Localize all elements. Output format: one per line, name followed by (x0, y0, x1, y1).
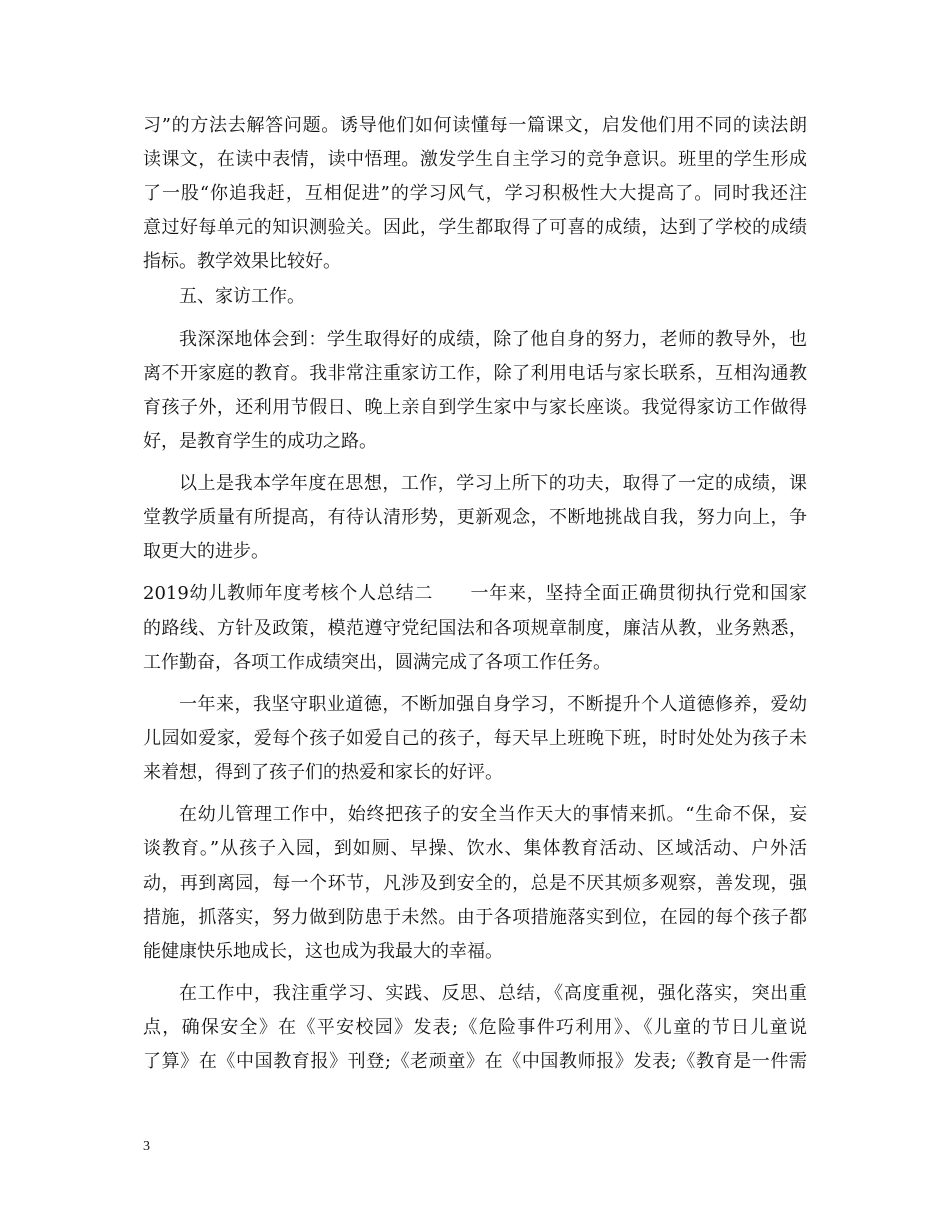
text-line: 离不开家庭的教育。我非常注重家访工作，除了利用电话与家长联系，互相沟通教 (143, 363, 807, 384)
text-line: 一年来，我坚守职业道德，不断加强自身学习，不断提升个人道德修养，爱幼 (179, 694, 807, 715)
page-number: 3 (143, 1139, 150, 1154)
text-line: 习”的方法去解答问题。诱导他们如何读懂每一篇课文，启发他们用不同的读法朗 (143, 115, 807, 136)
text-line: 的路线、方针及政策，模范遵守党纪国法和各项规章制度，廉洁从教，业务熟悉， (143, 618, 807, 639)
text-line: 来着想，得到了孩子们的热爱和家长的好评。 (143, 762, 503, 783)
text-line: 了一股“你追我赶，互相促进”的学习风气，学习积极性大大提高了。同时我还注 (143, 183, 807, 204)
text-line: 好，是教育学生的成功之路。 (143, 431, 377, 452)
text-line: 堂教学质量有所提高，有待认清形势，更新观念，不断地挑战自我，努力向上，争 (143, 507, 807, 528)
text-line: 意过好每单元的知识测验关。因此，学生都取得了可喜的成绩，达到了学校的成绩 (143, 217, 807, 238)
text-line: 能健康快乐地成长，这也成为我最大的幸福。 (143, 941, 503, 962)
text-line: 2019幼儿教师年度考核个人总结二 一年来，坚持全面正确贯彻执行党和国家 (143, 583, 807, 604)
text-line: 我深深地体会到：学生取得好的成绩，除了他自身的努力，老师的教导外，也 (179, 329, 807, 350)
text-line: 取更大的进步。 (143, 541, 269, 562)
text-line: 了算》在《中国教育报》刊登;《老顽童》在《中国教师报》发表;《教育是一件需 (143, 1051, 807, 1072)
text-line: 动，再到离园，每一个环节，凡涉及到安全的，总是不厌其烦多观察，善发现，强 (143, 873, 807, 894)
text-line: 点，确保安全》在《平安校园》发表;《危险事件巧利用》、《儿童的节日儿童说 (143, 1017, 807, 1038)
text-line: 育孩子外，还利用节假日、晚上亲自到学生家中与家长座谈。我觉得家访工作做得 (143, 397, 807, 418)
text-line: 指标。教学效果比较好。 (143, 251, 341, 272)
text-line: 以上是我本学年度在思想，工作，学习上所下的功夫，取得了一定的成绩，课 (179, 473, 807, 494)
text-line: 读课文，在读中表情，读中悟理。激发学生自主学习的竞争意识。班里的学生形成 (143, 149, 807, 170)
text-line: 儿园如爱家，爱每个孩子如爱自己的孩子，每天早上班晚下班，时时处处为孩子未 (143, 728, 807, 749)
text-line: 措施，抓落实，努力做到防患于未然。由于各项措施落实到位，在园的每个孩子都 (143, 907, 807, 928)
text-line: 在幼儿管理工作中，始终把孩子的安全当作天大的事情来抓。“生命不保，妄 (179, 804, 807, 825)
text-line: 谈教育。”从孩子入园，到如厕、早操、饮水、集体教育活动、区域活动、户外活 (143, 838, 807, 859)
text-line: 工作勤奋，各项工作成绩突出，圆满完成了各项工作任务。 (143, 652, 611, 673)
text-line: 在工作中，我注重学习、实践、反思、总结，《高度重视，强化落实，突出重 (179, 983, 807, 1004)
section-heading: 五、家访工作。 (179, 286, 305, 307)
